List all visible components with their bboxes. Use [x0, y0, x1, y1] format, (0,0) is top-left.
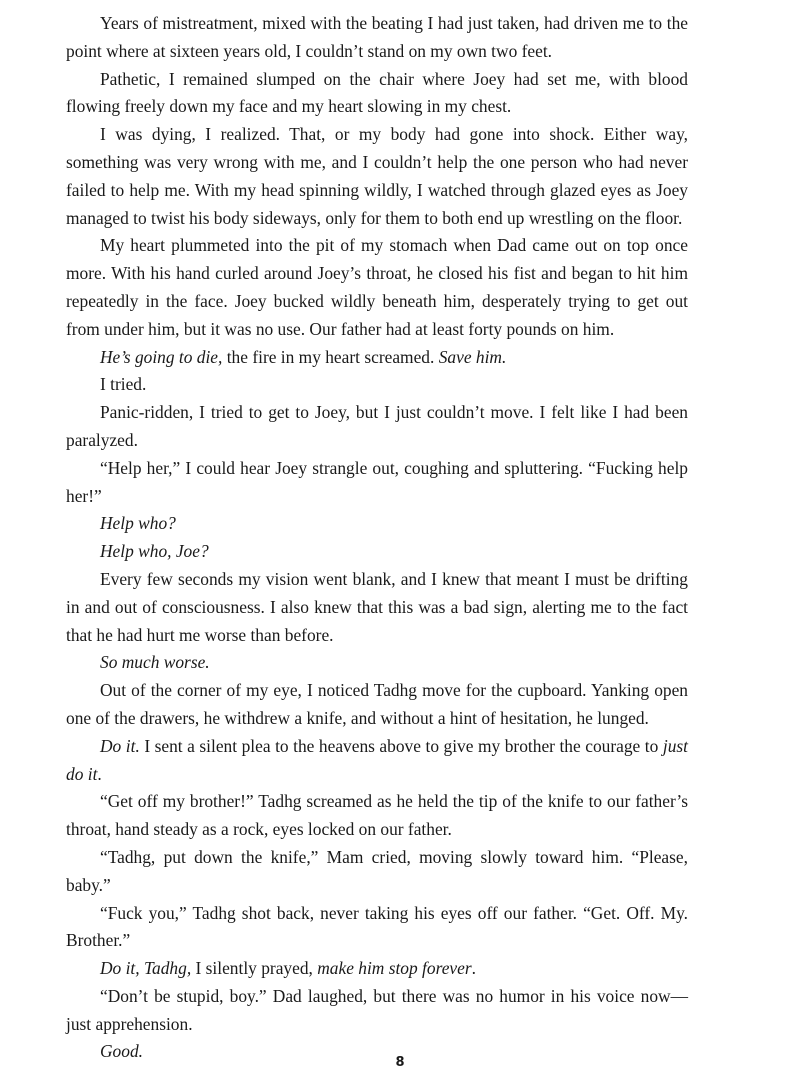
italic-text: make him stop forever: [317, 958, 472, 979]
text-run: Panic-ridden, I tried to get to Joey, but I just couldn’t move. I felt like I had been paralyzed.: [66, 402, 688, 450]
text-run: I sent a silent plea to the heavens above to give my brother the courage to: [139, 735, 663, 756]
text-run: Every few seconds my vision went blank, and I knew that meant I must be drifting in and out of consciousness. I also knew that this was a bad sign, alerting me to the fact that he had hurt me worse than before.: [66, 568, 688, 645]
text-run: the fire in my heart screamed.: [222, 346, 439, 367]
paragraph: [66, 900, 688, 956]
paragraph: [66, 455, 688, 511]
italic-text: Do it, Tadhg,: [100, 958, 192, 979]
paragraph: [66, 232, 688, 343]
text-run: Out of the corner of my eye, I noticed Tadhg move for the cupboard. Yanking open one of the drawers, he withdrew a knife, and without a hint of hesitation, he lunged.: [66, 680, 688, 728]
paragraph: [66, 10, 688, 66]
page-number: 8: [395, 1055, 405, 1070]
paragraph: [66, 371, 688, 399]
paragraph: [66, 344, 688, 372]
text-run: My heart plummeted into the pit of my stomach when Dad came out on top once more. With his hand curled around Joey’s throat, he closed his fist and began to hit him repeatedly in the face. Joey bucked wildly beneath him, desperately trying to get out from under him, but it was no use. Our father had at least forty pounds on him.: [66, 235, 688, 339]
paragraph: [66, 649, 688, 677]
paragraph: [66, 983, 688, 1039]
italic-text: He’s going to die,: [100, 346, 223, 367]
italic-text: Save him.: [438, 346, 507, 367]
italic-text: Help who, Joe?: [100, 541, 209, 562]
paragraph: [66, 566, 688, 649]
text-run: “Fuck you,” Tadhg shot back, never taking his eyes off our father. “Get. Off. My. Brother.”: [66, 902, 688, 951]
paragraph: [66, 399, 688, 455]
text-run: “Tadhg, put down the knife,” Mam cried, moving slowly toward him. “Please, baby.”: [66, 846, 688, 895]
italic-text: just do it: [66, 735, 688, 784]
text-run: I tried.: [100, 374, 147, 395]
text-run: “Help her,” I could hear Joey strangle out, coughing and spluttering. “Fucking help her!”: [66, 457, 688, 506]
paragraph: [66, 788, 688, 844]
italic-text: Good.: [100, 1041, 143, 1062]
paragraph: [66, 955, 688, 983]
page-body: [66, 10, 688, 1066]
text-run: “Get off my brother!” Tadhg screamed as he held the tip of the knife to our father’s throat, hand steady as a rock, eyes locked on our father.: [66, 791, 688, 840]
paragraph: [66, 510, 688, 538]
paragraph: [66, 538, 688, 566]
paragraph: [66, 121, 688, 232]
italic-text: Do it.: [100, 735, 140, 756]
paragraph: [66, 733, 688, 789]
italic-text: Help who?: [100, 513, 176, 534]
paragraph: [66, 677, 688, 733]
text-run: Pathetic, I remained slumped on the chair where Joey had set me, with blood flowing freely down my face and my heart slowing in my chest.: [66, 68, 688, 117]
text-run: .: [97, 763, 102, 784]
text-run: “Don’t be stupid, boy.” Dad laughed, but there was no humor in his voice now—just apprehension.: [66, 985, 688, 1034]
text-run: .: [471, 958, 476, 979]
italic-text: So much worse.: [100, 652, 210, 673]
text-run: I was dying, I realized. That, or my body had gone into shock. Either way, something was very wrong with me, and I couldn’t help the one person who had never failed to help me. With my head spinning wildly, I watched through glazed eyes as Joey managed to twist his body sideways, only for them to both end up wrestling on the floor.: [66, 124, 688, 228]
text-run: Years of mistreatment, mixed with the beating I had just taken, had driven me to the point where at sixteen years old, I couldn’t stand on my own two feet.: [66, 13, 688, 61]
paragraph: [66, 66, 688, 122]
paragraph: [66, 844, 688, 900]
text-run: I silently prayed,: [191, 958, 318, 979]
